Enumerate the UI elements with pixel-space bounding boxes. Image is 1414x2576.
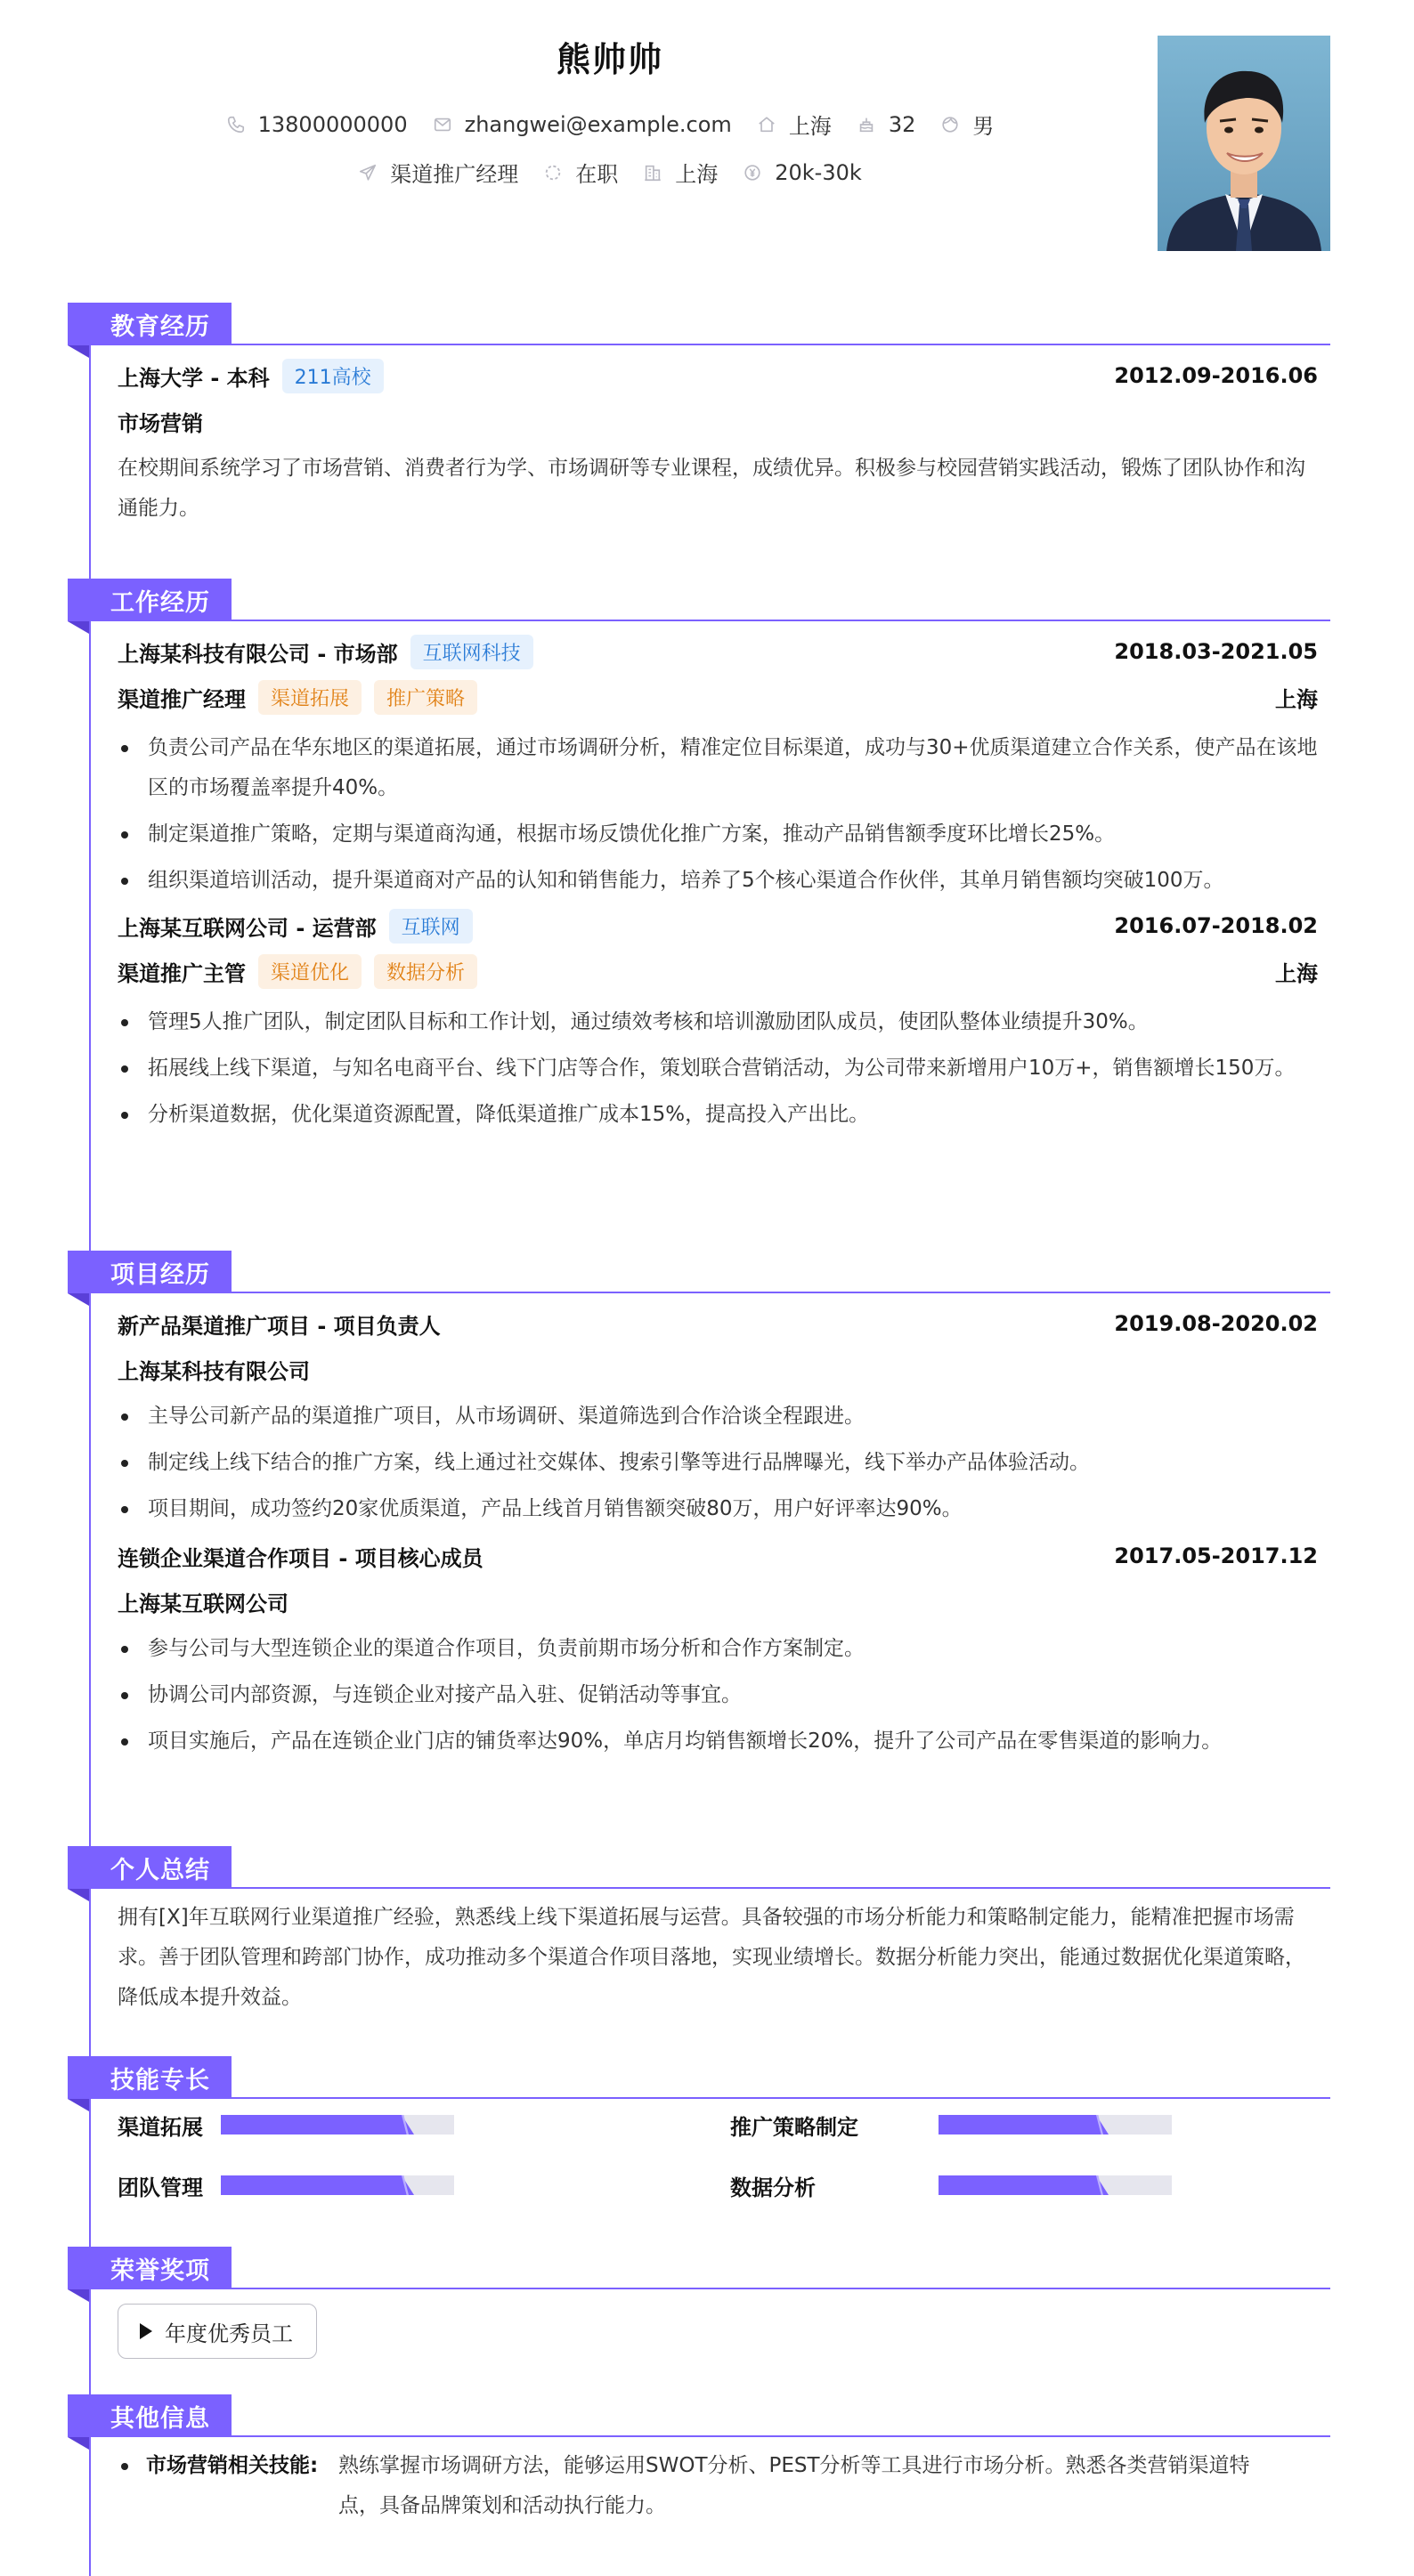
work-bullet: 制定渠道推广策略，定期与渠道商沟通，根据市场反馈优化推广方案，推动产品销售额季度环比增长25%。 xyxy=(118,814,1318,855)
other-header xyxy=(68,2394,1330,2437)
honors-title: 荣誉奖项 xyxy=(110,2256,210,2285)
industry-tag: 互联网 xyxy=(389,909,473,944)
work-company: 上海某科技有限公司 - 市场部 xyxy=(118,641,398,667)
skill-tag: 渠道优化 xyxy=(258,954,362,989)
work-location: 上海 xyxy=(1275,686,1318,712)
project-bullet: 项目期间，成功签约20家优质渠道，产品上线首月销售额突破80万，用户好评率达90%。 xyxy=(118,1489,1318,1529)
email-item xyxy=(433,112,732,137)
skill-bar xyxy=(221,2115,454,2135)
honors-tab xyxy=(68,2247,232,2289)
other-title: 其他信息 xyxy=(110,2404,210,2433)
skill-bar xyxy=(221,2175,454,2195)
project-dates: 2017.05-2017.12 xyxy=(1114,1543,1318,1568)
honors-header xyxy=(68,2247,1330,2289)
skill-bar xyxy=(939,2175,1172,2195)
project-bullet: 协调公司内部资源，与连锁企业对接产品入驻、促销活动等事宜。 xyxy=(118,1675,1318,1715)
project-bullet: 项目实施后，产品在连锁企业门店的铺货率达90%，单店月均销售额增长20%，提升了公司产品在零售渠道的影响力。 xyxy=(118,1721,1318,1762)
education-description: 在校期间系统学习了市场营销、消费者行为学、市场调研等专业课程，成绩优异。积极参与校园营销实践活动，锻炼了团队协作和沟通能力。 xyxy=(118,457,1305,520)
gender-item xyxy=(940,109,994,140)
city-text: 上海 xyxy=(788,114,832,139)
industry-tag: 互联网科技 xyxy=(410,635,533,669)
phone-text: 13800000000 xyxy=(257,111,408,137)
status-item xyxy=(543,157,618,188)
status-text: 在职 xyxy=(575,162,619,187)
face-icon xyxy=(940,115,960,134)
work-bullet: 管理5人推广团队，制定团队目标和工作计划，通过绩效考核和培训激励团队成员，使团队整体业绩提升30%。 xyxy=(118,1002,1318,1042)
yuan-coin-icon xyxy=(743,163,762,182)
salary-text: 20k-30k xyxy=(775,159,862,185)
work-title: 工作经历 xyxy=(110,588,210,617)
project-bullet: 制定线上线下结合的推广方案，线上通过社交媒体、搜索引擎等进行品牌曝光，线下举办产品体验活动。 xyxy=(118,1443,1318,1483)
education-row xyxy=(118,358,1318,393)
mail-icon xyxy=(433,115,452,134)
skill-bar-fill xyxy=(221,2115,414,2135)
skill-name: 渠道拓展 xyxy=(118,2115,203,2140)
summary-header xyxy=(68,1846,1330,1889)
skill-bar xyxy=(939,2115,1172,2135)
building-icon xyxy=(643,163,662,182)
honors-section xyxy=(68,2247,1330,2353)
project-tab xyxy=(68,1251,232,1293)
target-job-item xyxy=(358,157,518,188)
phone-item xyxy=(226,112,408,137)
work-item xyxy=(118,634,1318,901)
project-section xyxy=(68,1251,1330,1762)
target-city-item xyxy=(643,157,718,188)
project-name: 新产品渠道推广项目 - 项目负责人 xyxy=(118,1313,441,1339)
skill-tag: 推广策略 xyxy=(374,680,477,715)
project-title: 项目经历 xyxy=(110,1260,210,1289)
other-text: 熟练掌握市场调研方法，能够运用SWOT分析、PEST分析等工具进行市场分析。熟悉各类营销渠道特点，具备品牌策划和活动执行能力。 xyxy=(338,2454,1250,2517)
project-item xyxy=(118,1538,1318,1762)
school-tag: 211高校 xyxy=(282,359,384,393)
work-bullet: 拓展线上线下渠道，与知名电商平台、线下门店等合作，策划联合营销活动，为公司带来新增用户10万+，销售额增长150万。 xyxy=(118,1049,1318,1089)
skill-name: 团队管理 xyxy=(118,2175,203,2200)
other-item xyxy=(118,2446,1311,2535)
intent-row xyxy=(0,157,1220,188)
candidate-name: 熊帅帅 xyxy=(556,40,663,79)
work-item xyxy=(118,908,1318,1135)
education-title: 教育经历 xyxy=(110,312,210,341)
education-section xyxy=(68,303,1330,529)
work-section xyxy=(68,579,1330,1135)
summary-text: 拥有[X]年互联网行业渠道推广经验，熟悉线上线下渠道拓展与运营。具备较强的市场分析能力和策略制定能力，能精准把握市场需求。善于团队管理和跨部门协作，成功推动多个渠道合作项目落地，实现业绩增长。数据分析能力突出，能通过数据优化渠道策略，降低成本提升效益。 xyxy=(118,1906,1305,2009)
project-header xyxy=(68,1251,1330,1293)
skills-section xyxy=(68,2056,1330,2216)
triangle-icon xyxy=(140,2323,152,2339)
summary-section xyxy=(68,1846,1330,2018)
work-dates: 2018.03-2021.05 xyxy=(1114,639,1318,664)
target-city-text: 上海 xyxy=(675,162,719,187)
work-bullet: 组织渠道培训活动，提升渠道商对产品的认知和销售能力，培养了5个核心渠道合作伙伴，其单月销售额均突破100万。 xyxy=(118,861,1318,901)
work-location: 上海 xyxy=(1275,960,1318,986)
education-dates: 2012.09-2016.06 xyxy=(1114,363,1318,388)
skill-tag: 渠道拓展 xyxy=(258,680,362,715)
other-label: 市场营销相关技能: xyxy=(146,2454,319,2477)
age-text: 32 xyxy=(888,111,916,137)
gender-text: 男 xyxy=(972,114,995,139)
award-label: 年度优秀员工 xyxy=(165,2321,293,2346)
contact-row xyxy=(0,109,1220,140)
target-job-text: 渠道推广经理 xyxy=(390,162,519,187)
skill-name: 数据分析 xyxy=(730,2175,816,2200)
skill-tag: 数据分析 xyxy=(374,954,477,989)
award-item xyxy=(118,2304,317,2359)
project-item xyxy=(118,1306,1318,1529)
paper-plane-icon xyxy=(358,163,378,182)
salary-item xyxy=(743,160,862,185)
email-text: zhangwei@example.com xyxy=(464,111,732,137)
work-company: 上海某互联网公司 - 运营部 xyxy=(118,915,377,941)
skill-bar-fill xyxy=(939,2115,1109,2135)
skill-name: 推广策略制定 xyxy=(730,2115,858,2140)
home-icon xyxy=(757,115,776,134)
work-bullet: 分析渠道数据，优化渠道资源配置，降低渠道推广成本15%，提高投入产出比。 xyxy=(118,1095,1318,1135)
skill-bar-fill xyxy=(939,2175,1109,2195)
skills-title: 技能专长 xyxy=(110,2066,210,2094)
cake-icon xyxy=(857,115,876,134)
other-tab xyxy=(68,2394,232,2437)
phone-icon xyxy=(226,115,246,134)
work-position: 渠道推广经理 xyxy=(118,686,246,712)
age-item xyxy=(857,112,916,137)
project-company: 上海某互联网公司 xyxy=(118,1591,288,1616)
work-header xyxy=(68,579,1330,621)
education-tab xyxy=(68,303,232,345)
profile-photo xyxy=(1158,36,1330,251)
work-position: 渠道推广主管 xyxy=(118,960,246,986)
work-dates: 2016.07-2018.02 xyxy=(1114,913,1318,938)
school-degree: 上海大学 - 本科 xyxy=(118,365,270,391)
skills-grid xyxy=(68,2056,1330,2216)
project-bullet: 参与公司与大型连锁企业的渠道合作项目，负责前期市场分析和合作方案制定。 xyxy=(118,1629,1318,1669)
summary-tab xyxy=(68,1846,232,1889)
project-name: 连锁企业渠道合作项目 - 项目核心成员 xyxy=(118,1545,484,1571)
status-icon xyxy=(543,163,563,182)
major: 市场营销 xyxy=(118,410,203,436)
other-section xyxy=(68,2394,1330,2537)
work-bullet: 负责公司产品在华东地区的渠道拓展，通过市场调研分析，精准定位目标渠道，成功与30+优质渠道建立合作关系，使产品在该地区的市场覆盖率提升40%。 xyxy=(118,728,1318,808)
summary-title: 个人总结 xyxy=(110,1856,210,1884)
project-dates: 2019.08-2020.02 xyxy=(1114,1311,1318,1336)
work-tab xyxy=(68,579,232,621)
skill-bar-fill xyxy=(221,2175,414,2195)
education-header xyxy=(68,303,1330,345)
project-bullet: 主导公司新产品的渠道推广项目，从市场调研、渠道筛选到合作洽谈全程跟进。 xyxy=(118,1397,1318,1437)
city-item xyxy=(757,109,832,140)
project-company: 上海某科技有限公司 xyxy=(118,1358,310,1384)
